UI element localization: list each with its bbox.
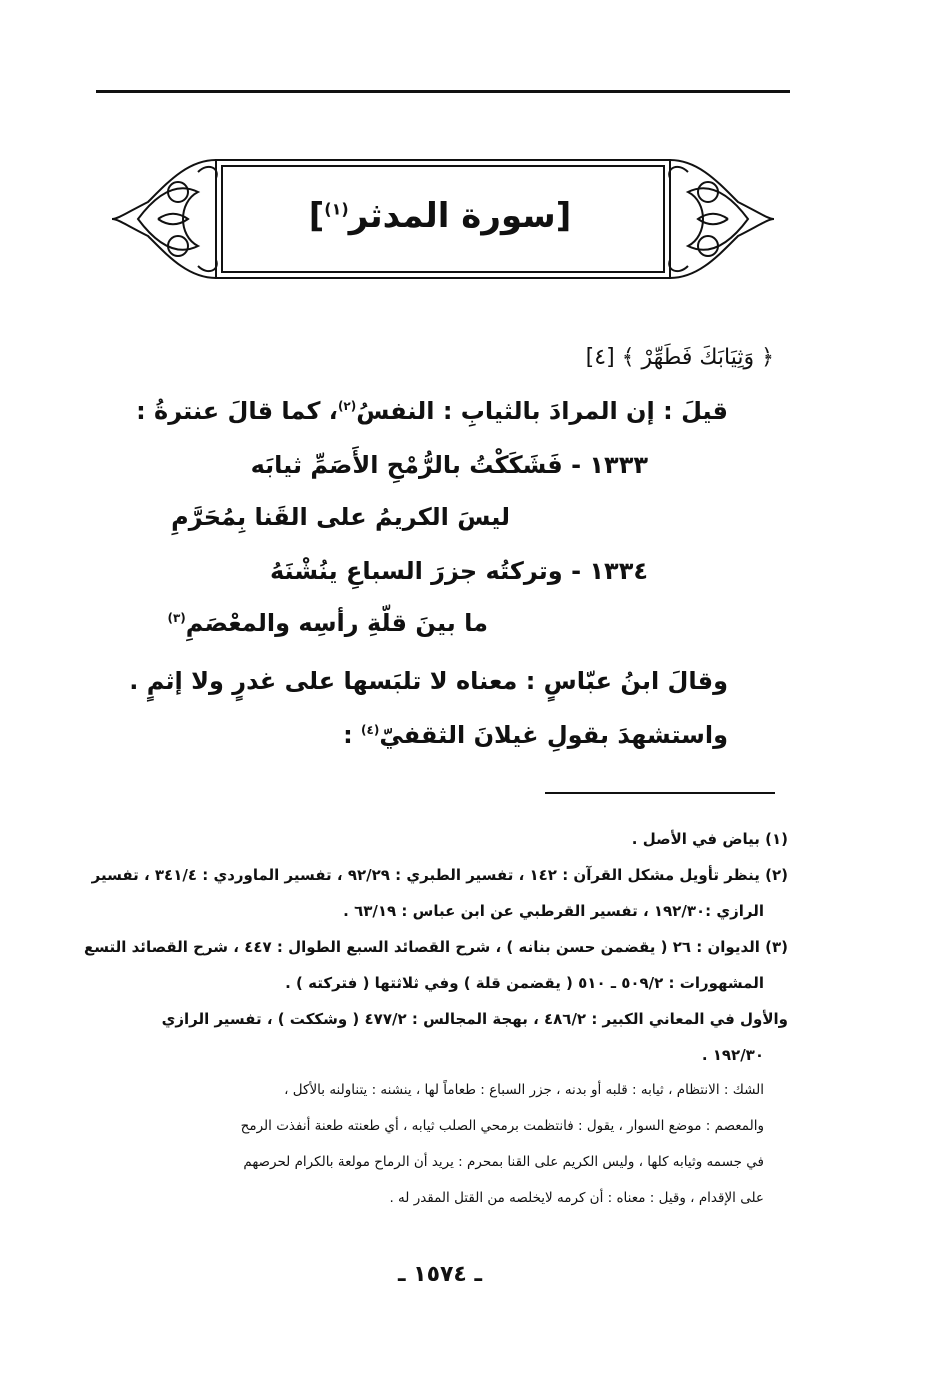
footnote-2: (٢) ينظر تأويل مشكل القرآن : ١٤٢ ، تفسير الطبري : ٩٢/٢٩ ، تفسير الماوردي : ٣٤١/٤ ، تفسير <box>91 866 788 884</box>
gloss-line-1: الشك : الانتظام ، ثيابه : قلبه أو بدنه ، جزر السباع : طعاماً لها ، ينشنه : يتناولنه بالأكل ، <box>284 1082 764 1098</box>
ibn-abbas-line: وقالَ ابنُ عبّاسٍ : معناه لا تلبَسها على غدرٍ ولا إثمٍ . <box>129 667 728 695</box>
poem-line-2b-text: ما بينَ قلّةِ رأسِه والمعْصَمِ <box>185 609 488 637</box>
ghaylan-tail: : <box>343 721 362 749</box>
quran-verse: ﴿ وَثِيَابَكَ فَطَهِّرْ ﴾ [٤] <box>585 345 774 370</box>
surah-title-text: [سورة المدثر <box>348 196 572 236</box>
poem-line-2a: ١٣٣٤ - وتركتُه جزرَ السباعِ ينُشْنَهُ <box>270 557 648 585</box>
footnote-2-cont: الرازي :١٩٢/٣٠ ، تفسير القرطبي عن ابن عباس : ٦٣/١٩ . <box>343 902 764 920</box>
intro-line <box>136 397 728 425</box>
poem-line-2b <box>167 609 488 637</box>
ghaylan-line <box>343 721 728 749</box>
top-rule <box>96 90 790 93</box>
poem-line-1b: ليسَ الكريمُ على القَنا بِمُحَرَّمِ <box>171 503 510 531</box>
footnote-1: (١) بياض في الأصل . <box>631 830 788 848</box>
footnote-ref: (١) <box>324 199 349 219</box>
footnote-3-sources: والأول في المعاني الكبير : ٤٨٦/٢ ، بهجة المجالس : ٤٧٧/٢ ( وشككت ) ، تفسير الرازي <box>161 1010 788 1028</box>
ghaylan-text: واستشهدَ بقولِ غيلانَ الثقفيّ <box>379 721 728 749</box>
footnote-ref: (٤) <box>361 723 380 737</box>
footnote-ref: (٣) <box>167 611 186 625</box>
footnote-3-cont: المشهورات : ٥٠٩/٢ ـ ٥١٠ ( يقضمن قلة ) وفي ثلاثتها ( فتركته ) . <box>285 974 764 992</box>
footnote-rule <box>545 792 775 794</box>
gloss-line-3: في جسمه وثيابه كلها ، وليس الكريم على القنا بمحرم : يريد أن الرماح مولعة بالكرام لحرصهم <box>243 1154 764 1170</box>
gloss-line-2: والمعصم : موضع السوار ، يقول : فانتظمت برمحي الصلب ثيابه ، أي طعنته طعنة أنفذت الرمح <box>240 1118 764 1134</box>
footnote-3-sources-cont: ١٩٢/٣٠ . <box>701 1046 764 1064</box>
surah-title <box>230 196 650 236</box>
gloss-line-4: على الإقدام ، وقيل : معناه : أن كرمه لايخلصه من القتل المقدر له . <box>389 1190 764 1206</box>
footnote-3: (٣) الديوان : ٢٦ ( يقضمن حسن بنانه ) ، شرح القصائد السبع الطوال : ٤٤٧ ، شرح القصائد التسع <box>84 938 788 956</box>
footnote-ref: (٢) <box>337 399 357 413</box>
page-number: ـ ١٥٧٤ ـ <box>397 1262 483 1287</box>
poem-line-1a: ١٣٣٣ - فَشَكَكْتُ بالرُّمْحِ الأَصَمِّ ثيابَه <box>250 451 648 479</box>
intro-tail: ، كما قالَ عنترةُ : <box>136 397 338 425</box>
surah-title-bracket: ] <box>308 196 325 236</box>
intro-text: قيلَ : إن المرادَ بالثيابِ : النفسُ <box>356 397 728 425</box>
